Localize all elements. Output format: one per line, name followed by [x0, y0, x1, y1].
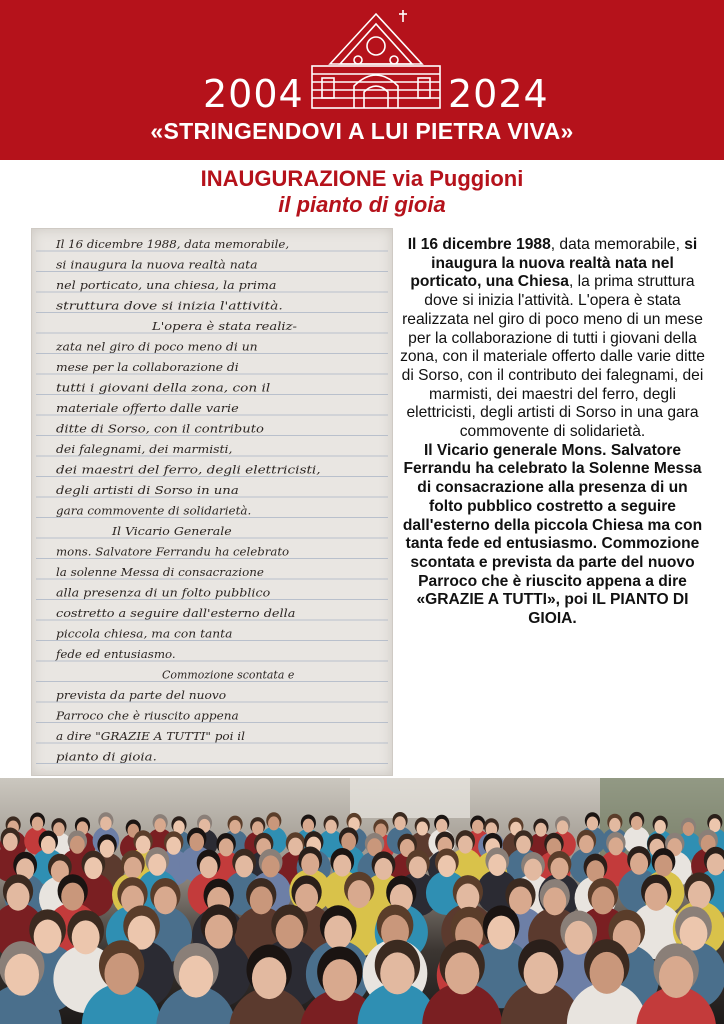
- person-face: [154, 886, 177, 914]
- manuscript-line: zata nel giro di poco meno di un: [54, 339, 258, 354]
- person-face: [654, 855, 672, 877]
- manuscript-line: la solenne Messa di consacrazione: [56, 565, 265, 579]
- person-face: [262, 855, 280, 877]
- manuscript-line: ditte di Sorso, con il contributo: [56, 421, 264, 436]
- manuscript-line: alla presenza di un folto pubblico: [56, 585, 271, 600]
- person-face: [524, 859, 542, 881]
- person-face: [417, 822, 428, 836]
- person-face: [609, 818, 620, 832]
- manuscript-image: [31, 228, 393, 776]
- article-highlight-1: si inaugura la nuova realtà nata nel porticato, una Chiesa: [410, 236, 698, 291]
- person-face: [325, 820, 336, 834]
- person-face: [683, 822, 694, 836]
- page-title: INAUGURAZIONE via Puggioni: [200, 166, 524, 191]
- person-face: [341, 833, 356, 851]
- person-face: [591, 886, 614, 914]
- manuscript-line: L'opera è stata realiz-: [150, 319, 298, 333]
- person-face: [72, 920, 100, 954]
- person-face: [84, 857, 102, 879]
- person-face: [7, 883, 30, 911]
- person-face: [543, 887, 566, 915]
- person-face: [136, 836, 151, 854]
- person-face: [472, 820, 483, 834]
- manuscript-page: [32, 229, 392, 775]
- manuscript-line: degli artisti di Sorso in una: [56, 483, 239, 497]
- person-face: [654, 820, 665, 834]
- person-face: [688, 881, 711, 909]
- crowd-illustration: [0, 778, 724, 1024]
- person-face: [229, 820, 240, 834]
- person-face: [565, 921, 593, 955]
- manuscript-line: piccola chiesa, ma con tanta: [56, 626, 233, 641]
- person-face: [659, 956, 693, 998]
- person-face: [436, 819, 447, 833]
- person-face: [154, 818, 165, 832]
- article-highlight-2: Il Vicario generale Mons. Salvatore Ferrandu ha celebrato la Solenne Messa di consacrazione alla presenza di un folto pubblico costretto a seguire dall'esterno della piccola Chiesa ma con tanta fede ed entusiasmo. Commozione scontata e prevista da parte del nuovo Parroco che è riuscito appena a dire «GRAZIE A TUTTI», poi IL PIANTO DI GIOIA.: [402, 441, 703, 628]
- person-face: [488, 854, 506, 876]
- person-face: [166, 837, 181, 855]
- year-start: 2004: [203, 72, 304, 116]
- manuscript-line: si inaugura la nuova realtà nata: [56, 257, 258, 272]
- person-face: [458, 836, 473, 854]
- manuscript-line: Commozione scontata e: [162, 667, 295, 682]
- manuscript-line: pianto di gioia.: [56, 749, 157, 764]
- article-text-1: , data memorabile,: [550, 236, 685, 253]
- person-face: [252, 957, 286, 999]
- person-face: [100, 816, 111, 830]
- person-face: [235, 855, 253, 877]
- person-face: [276, 915, 304, 949]
- person-face: [250, 886, 273, 914]
- person-face: [630, 853, 648, 875]
- person-face: [550, 858, 568, 880]
- person-face: [348, 880, 371, 908]
- person-face: [41, 836, 56, 854]
- manuscript-line: nel porticato, una chiesa, la prima: [56, 278, 277, 292]
- article-text: [400, 236, 705, 629]
- person-face: [189, 833, 204, 851]
- manuscript-line: Il 16 dicembre 1988, data memorabile,: [54, 237, 290, 251]
- manuscript-line: gara commovente di solidarietà.: [56, 503, 252, 518]
- manuscript-line: fede ed entusiasmo.: [54, 647, 176, 661]
- header-banner: [0, 0, 724, 160]
- manuscript-line: dei falegnami, dei marmisti,: [56, 442, 233, 456]
- person-face: [104, 953, 138, 995]
- person-face: [516, 836, 531, 854]
- person-face: [587, 816, 598, 830]
- person-face: [3, 833, 18, 851]
- person-face: [535, 823, 546, 837]
- person-face: [148, 854, 166, 876]
- manuscript-line: Parroco che è riuscito appena: [54, 708, 239, 723]
- article-text-2: , la prima struttura dove si inizia l'attività. L'opera è stata realizzata nel giro di poco meno di un mese per la collaborazione di tutti i giovani della zona, con il materiale offerto dalle varie ditte di Sorso, con il contributo dei falegnami, dei marmisti, dei maestri del ferro, degli elettricisti, degli artisti di Sorso in una gara commovente di solidarietà.: [400, 273, 705, 441]
- person-face: [32, 817, 43, 831]
- manuscript-line: dei maestri del ferro, degli elettricisti,: [56, 462, 321, 477]
- person-face: [34, 920, 62, 954]
- person-face: [631, 816, 642, 830]
- manuscript-line: tutti i giovani della zona, con il: [56, 380, 271, 395]
- person-face: [707, 853, 724, 875]
- person-face: [557, 820, 568, 834]
- manuscript-line: mons. Salvatore Ferrandu ha celebrato: [56, 544, 290, 559]
- person-face: [323, 959, 357, 1001]
- article-date: Il 16 dicembre 1988: [407, 236, 551, 253]
- person-face: [303, 819, 314, 833]
- person-face: [608, 837, 623, 855]
- person-face: [374, 858, 392, 880]
- church-icon: [308, 8, 444, 112]
- year-end: 2024: [448, 72, 549, 116]
- manuscript-line: prevista da parte del nuovo: [56, 688, 227, 702]
- person-face: [5, 954, 39, 996]
- motto: «STRINGENDOVI A LUI PIETRA VIVA»: [150, 118, 574, 144]
- page-subtitle: il pianto di gioia: [278, 192, 446, 217]
- manuscript-line: a dire "GRAZIE A TUTTI" poi il: [56, 729, 246, 743]
- manuscript-line: Il Vicario Generale: [110, 524, 232, 538]
- person-face: [445, 952, 479, 994]
- person-face: [579, 835, 594, 853]
- person-face: [124, 857, 142, 879]
- person-face: [487, 916, 515, 950]
- person-face: [301, 853, 319, 875]
- person-face: [380, 952, 414, 994]
- person-face: [219, 838, 234, 856]
- person-face: [179, 956, 213, 998]
- person-face: [645, 883, 668, 911]
- manuscript-line: costretto a seguire dall'esterno della: [56, 606, 296, 620]
- person-face: [333, 855, 351, 877]
- person-face: [268, 816, 279, 830]
- congregation-photo: [0, 778, 724, 1024]
- person-face: [200, 856, 218, 878]
- person-face: [438, 855, 456, 877]
- person-face: [590, 952, 624, 994]
- person-face: [61, 883, 84, 911]
- person-face: [524, 952, 558, 994]
- person-face: [394, 816, 405, 830]
- manuscript-line: struttura dove si inizia l'attività.: [56, 298, 283, 313]
- person-face: [205, 915, 233, 949]
- person-face: [70, 836, 85, 854]
- manuscript-line: mese per la collaborazione di: [56, 360, 240, 374]
- person-face: [409, 856, 427, 878]
- person-face: [324, 916, 352, 950]
- manuscript-line: materiale offerto dalle varie: [56, 401, 239, 415]
